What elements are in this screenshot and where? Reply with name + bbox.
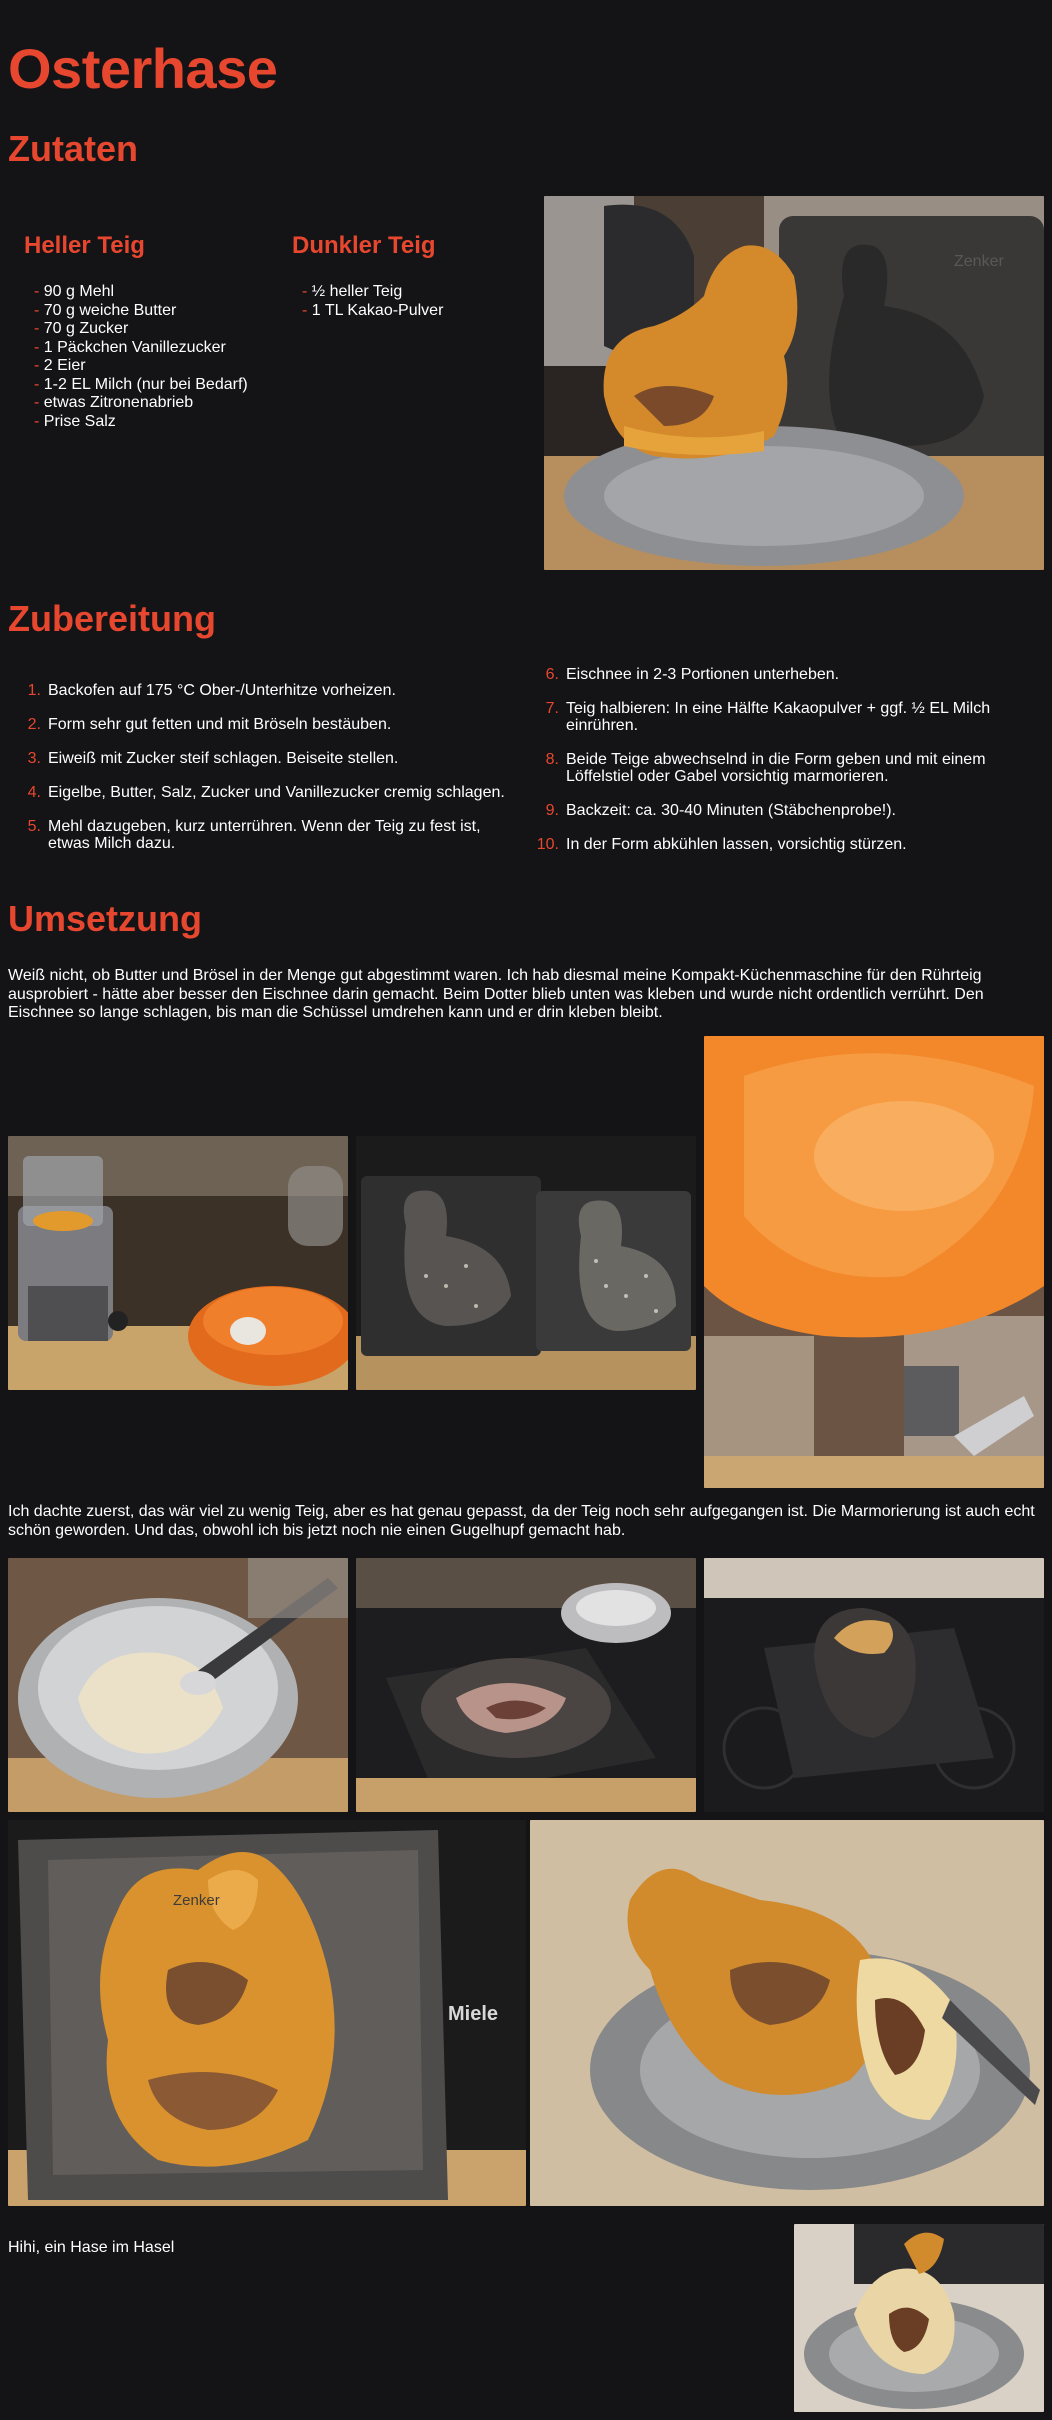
implementation-paragraph-2: Ich dachte zuerst, das wär viel zu wenig Teig, aber es hat genau gepasst, da der Teig noch sehr aufgegangen ist. Die Marmorierung ist auch echt schön geworden. Und das, obwohl ich bis jetzt noch nie einen Gugelhupf gemacht hab. xyxy=(8,1503,1035,1539)
step-item: 4. Eigelbe, Butter, Salz, Zucker und Vanillezucker cremig schlagen. xyxy=(27,784,505,801)
photo-upturned-bowl xyxy=(704,1036,1044,1488)
photo-batter-bowl xyxy=(8,1558,348,1812)
ingredient-item: - 2 Eier xyxy=(34,357,248,376)
implementation-heading: Umsetzung xyxy=(8,898,203,939)
photo-mold-baking xyxy=(704,1558,1044,1812)
step-item: 7. Teig halbieren: In eine Hälfte Kakaopulver + ggf. ½ EL Milch einrühren. xyxy=(545,700,991,734)
step-item: 9. Backzeit: ca. 30-40 Minuten (Stäbchenprobe!). xyxy=(545,802,896,819)
light-dough-list xyxy=(34,283,248,431)
step-item: 8. Beide Teige abwechselnd in die Form geben und mit einem Löffelstiel oder Gabel vorsichtig marmorieren. xyxy=(545,751,986,785)
step-item: 5. Mehl dazugeben, kurz unterrühren. Wenn der Teig zu fest ist, etwas Milch dazu. xyxy=(27,818,481,852)
mold-brand-label: Zenker xyxy=(173,1892,220,1909)
dark-dough-heading: Dunkler Teig xyxy=(292,232,436,259)
ingredient-item: - 70 g weiche Butter xyxy=(34,302,248,321)
ingredient-item: - 1 TL Kakao-Pulver xyxy=(302,302,443,321)
steps-list-right xyxy=(526,666,1046,870)
steps-list-left xyxy=(8,682,518,869)
ingredient-item: - ½ heller Teig xyxy=(302,283,443,302)
light-dough-heading: Heller Teig xyxy=(24,232,145,259)
preparation-heading: Zubereitung xyxy=(8,598,216,639)
photo-bunny-sliced xyxy=(530,1820,1044,2206)
ingredient-item: - 1-2 EL Milch (nur bei Bedarf) xyxy=(34,376,248,395)
ingredient-item: - 90 g Mehl xyxy=(34,283,248,302)
stove-brand-label: Miele xyxy=(448,2003,499,2025)
ingredient-item: - Prise Salz xyxy=(34,413,248,432)
page-title: Osterhase xyxy=(8,37,278,100)
photo-mold-filled xyxy=(356,1558,696,1812)
ingredient-item: - 70 g Zucker xyxy=(34,320,248,339)
mold-brand-label: Zenker xyxy=(954,253,1004,270)
step-item: 6. Eischnee in 2-3 Portionen unterheben. xyxy=(545,666,840,683)
dark-dough-list xyxy=(302,283,443,320)
photo-finished-bunny xyxy=(544,196,1044,570)
photo-bunny-in-hazel xyxy=(794,2224,1044,2412)
step-item: 10. In der Form abkühlen lassen, vorsichtig stürzen. xyxy=(536,836,907,853)
ingredient-item: - etwas Zitronenabrieb xyxy=(34,394,248,413)
ingredients-heading: Zutaten xyxy=(8,128,138,169)
photo-greased-molds xyxy=(356,1136,696,1390)
step-item: 2. Form sehr gut fetten und mit Bröseln bestäuben. xyxy=(27,716,392,733)
ingredient-item: - 1 Päckchen Vanillezucker xyxy=(34,339,248,358)
photo-food-processor xyxy=(8,1136,348,1390)
implementation-paragraph-3: Hihi, ein Hase im Hasel xyxy=(8,2239,175,2256)
step-item: 3. Eiweiß mit Zucker steif schlagen. Beiseite stellen. xyxy=(27,750,399,767)
implementation-paragraph-1: Weiß nicht, ob Butter und Brösel in der Menge gut abgestimmt waren. Ich hab diesmal meine Kompakt-Küchenmaschine für den Rührteig ausprobiert - hätte aber besser den Eischnee darin gemacht. Beim Dotter blieb unten was kleben und wurde nicht ordentlich verrührt. Den Eischnee so lange schlagen, bis man die Schüssel umdrehen kann und er drin kleben bleibt. xyxy=(8,967,984,1021)
photo-bunny-unmolded xyxy=(8,1820,526,2206)
step-item: 1. Backofen auf 175 °C Ober-/Unterhitze vorheizen. xyxy=(27,682,396,699)
